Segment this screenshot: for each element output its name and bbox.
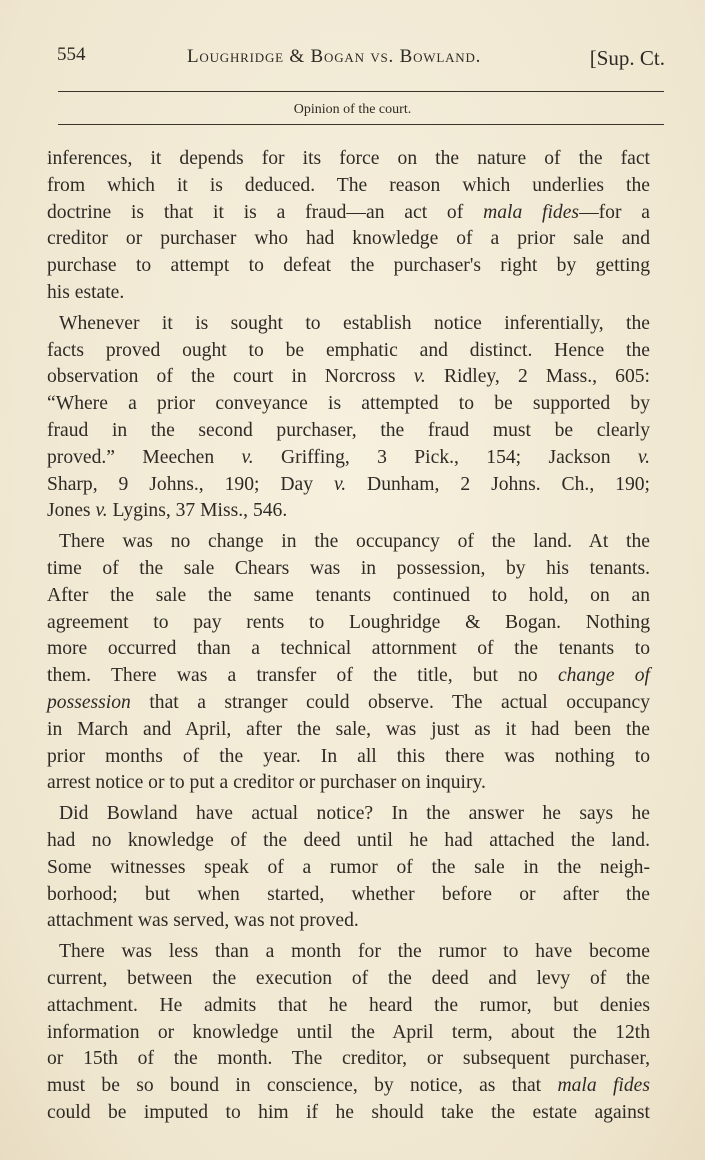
text-segment: them. There was a transfer of the title, but no bbox=[47, 665, 558, 687]
text-segment: Dunham, 2 Johns. Ch., 190; bbox=[346, 473, 650, 495]
text-line bbox=[47, 1020, 650, 1047]
text-line bbox=[47, 882, 650, 909]
text-segment: proved.” Meechen bbox=[47, 446, 242, 468]
italic-text: mala fides bbox=[557, 1075, 650, 1097]
text-line bbox=[47, 391, 650, 418]
text-segment: fraud in the second purchaser, the fraud must be clearly bbox=[47, 419, 650, 441]
italic-text: v. bbox=[95, 500, 108, 522]
text-line bbox=[47, 663, 650, 690]
running-title: Loughridge & Bogan vs. Bowland. bbox=[187, 46, 482, 67]
text-segment: After the sale the same tenants continued to hold, on an bbox=[47, 584, 650, 606]
text-segment: borhood; but when started, whether before or after the bbox=[47, 883, 650, 905]
text-line bbox=[47, 583, 650, 610]
text-segment: observation of the court in Norcross bbox=[47, 366, 414, 388]
text-line bbox=[47, 338, 650, 365]
text-line bbox=[47, 311, 650, 338]
text-line bbox=[47, 445, 650, 472]
court-label: [Sup. Ct. bbox=[589, 46, 665, 70]
text-line bbox=[47, 610, 650, 637]
text-segment: —for a bbox=[579, 201, 650, 223]
text-line bbox=[47, 472, 650, 499]
text-line bbox=[47, 690, 650, 717]
text-line bbox=[47, 1046, 650, 1073]
text-segment: Some witnesses speak of a rumor of the sale in the neigh- bbox=[47, 856, 650, 878]
text-segment: Griffing, 3 Pick., 154; Jackson bbox=[253, 446, 638, 468]
text-segment: or 15th of the month. The creditor, or subsequent purchaser, bbox=[47, 1048, 650, 1070]
text-line bbox=[47, 744, 650, 771]
page-number: 554 bbox=[57, 44, 86, 65]
text-line bbox=[47, 770, 650, 797]
italic-text: v. bbox=[413, 366, 426, 388]
text-segment: Whenever it is sought to establish notice inferentially, the bbox=[59, 312, 650, 334]
text-segment: current, between the execution of the deed and levy of the bbox=[47, 967, 650, 989]
text-line bbox=[47, 908, 650, 935]
text-segment: in March and April, after the sale, was just as it had been the bbox=[47, 718, 650, 740]
text-segment: doctrine is that it is a fraud—an act of bbox=[47, 201, 484, 223]
text-segment: Sharp, 9 Johns., 190; Day bbox=[47, 473, 334, 495]
text-segment: agreement to pay rents to Loughridge & Bogan. Nothing bbox=[47, 611, 650, 633]
text-line bbox=[47, 146, 650, 173]
text-line bbox=[47, 226, 650, 253]
text-line bbox=[47, 253, 650, 280]
text-segment: information or knowledge until the April term, about the 12th bbox=[47, 1021, 650, 1043]
text-segment: Did Bowland have actual notice? In the answer he says he bbox=[59, 803, 650, 825]
text-segment: Lygins, 37 Miss., 546. bbox=[107, 500, 288, 522]
text-line bbox=[47, 498, 650, 525]
body-text bbox=[47, 146, 650, 1127]
text-line bbox=[47, 966, 650, 993]
text-segment: time of the sale Chears was in possession, by his tenants. bbox=[47, 557, 650, 579]
text-segment: arrest notice or to put a creditor or purchaser on inquiry. bbox=[47, 772, 486, 794]
text-segment: attachment was served, was not proved. bbox=[47, 910, 359, 932]
text-segment: inferences, it depends for its force on the nature of the fact bbox=[47, 148, 650, 169]
section-heading: Opinion of the court. bbox=[293, 102, 412, 117]
italic-text: v. bbox=[333, 473, 347, 495]
text-line bbox=[47, 855, 650, 882]
text-line bbox=[47, 364, 650, 391]
text-segment: facts proved ought to be emphatic and distinct. Hence the bbox=[47, 339, 650, 361]
header-rule bbox=[58, 91, 664, 92]
italic-text: change of bbox=[557, 665, 650, 687]
text-line bbox=[47, 173, 650, 200]
text-line bbox=[47, 200, 650, 227]
text-line bbox=[47, 1073, 650, 1100]
text-line bbox=[47, 801, 650, 828]
italic-text: v. bbox=[241, 446, 254, 468]
text-segment: Ridley, 2 Mass., 605: bbox=[425, 366, 651, 388]
text-line bbox=[47, 828, 650, 855]
text-line bbox=[47, 993, 650, 1020]
text-segment: his estate. bbox=[47, 281, 125, 303]
text-line bbox=[47, 418, 650, 445]
italic-text: possession bbox=[47, 691, 131, 713]
text-segment: that a stranger could observe. The actual occupancy bbox=[130, 691, 650, 713]
text-segment: creditor or purchaser who had knowledge of a prior sale and bbox=[47, 228, 650, 250]
text-line bbox=[47, 636, 650, 663]
text-line bbox=[47, 939, 650, 966]
text-segment: had no knowledge of the deed until he had attached the land. bbox=[47, 829, 650, 851]
italic-text: v. bbox=[637, 446, 650, 468]
italic-text: mala fides bbox=[483, 201, 580, 223]
text-segment: from which it is deduced. The reason which underlies the bbox=[47, 174, 650, 196]
text-segment: more occurred than a technical attornment of the tenants to bbox=[47, 638, 650, 660]
text-line bbox=[47, 556, 650, 583]
text-line bbox=[47, 1100, 650, 1127]
text-segment: purchase to attempt to defeat the purchaser's right by getting bbox=[47, 255, 650, 277]
text-segment: could be imputed to him if he should take the estate against bbox=[47, 1101, 650, 1123]
text-line bbox=[47, 529, 650, 556]
text-segment: Jones bbox=[47, 500, 96, 522]
text-segment: attachment. He admits that he heard the rumor, but denies bbox=[47, 994, 650, 1016]
running-header bbox=[57, 44, 665, 74]
text-line bbox=[47, 280, 650, 307]
text-segment: There was no change in the occupancy of the land. At the bbox=[59, 531, 650, 553]
text-segment: prior months of the year. In all this there was nothing to bbox=[47, 745, 650, 767]
text-line bbox=[47, 717, 650, 744]
text-segment: “Where a prior conveyance is attempted to be supported by bbox=[47, 393, 650, 415]
text-segment: There was less than a month for the rumor to have become bbox=[59, 941, 650, 963]
text-segment: must be so bound in conscience, by notice, as that bbox=[47, 1075, 558, 1097]
section-rule bbox=[58, 124, 664, 125]
